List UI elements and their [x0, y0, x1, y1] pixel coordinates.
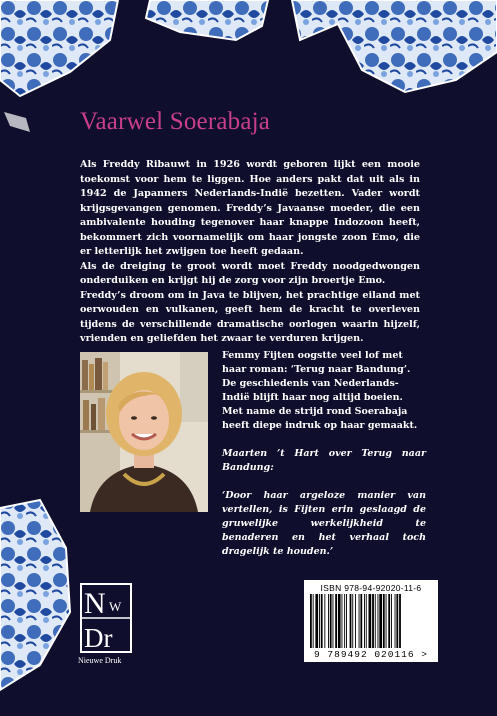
author-photo — [80, 352, 208, 512]
shard-sliver — [4, 112, 30, 132]
logo-letters-dr: Dr — [84, 623, 113, 653]
barcode-bar — [379, 594, 382, 648]
shard-bottom-left — [0, 500, 70, 690]
barcode-bar — [372, 594, 374, 648]
barcode-bar — [342, 594, 343, 648]
isbn-label: ISBN 978-94-92020-11-6 — [320, 583, 422, 593]
author-bio — [222, 349, 426, 559]
author-intro-text: oogstte veel lof met haar roman: ‘Terug naar Bandung’. — [222, 350, 411, 375]
book-blurb — [80, 158, 420, 347]
blurb-paragraph: Als Freddy Ribauwt in 1926 wordt geboren lijkt een mooie toekomst voor hem te liggen. Hoe anders pakt dat uit als in 1942 de Japanners Nederlands-Indië bezetten. Vader wordt krijgsgevangen genomen. Freddy’s Javaanse moeder, die een ambivalente houding tegenover haar knappe Indozoon heeft, bekommert zich voornamelijk om haar jongste zoon Emo, die er letterlijk het zwijgen toe heeft gedaan. — [80, 159, 420, 257]
author-intro — [222, 349, 426, 377]
barcode-bar — [359, 594, 360, 648]
barcode-bar — [396, 594, 398, 648]
barcode-bar — [352, 594, 353, 648]
barcode-bar — [344, 594, 345, 648]
barcode-bar — [388, 594, 390, 648]
shard-top-right — [292, 0, 497, 92]
barcode-bar — [333, 594, 334, 648]
barcode-bar — [399, 594, 401, 648]
barcode-bar — [378, 594, 379, 648]
barcode-bar — [328, 594, 329, 648]
barcode-bar — [366, 594, 367, 648]
barcode-bar — [319, 594, 320, 648]
barcode-bar — [310, 594, 312, 648]
barcode-bar — [315, 594, 318, 648]
barcode-bar — [383, 594, 385, 648]
barcode-bar — [364, 594, 365, 648]
barcode-bar — [391, 594, 392, 648]
barcode-bar — [324, 594, 325, 648]
shard-top-middle — [146, 0, 268, 40]
blurb-paragraph: Als de dreiging te groot wordt moet Freddy noodgedwongen onderduiken en krijgt hij de zorg voor zijn broertje Emo. — [80, 260, 420, 286]
barcode-bar — [335, 594, 337, 648]
barcode-bar — [330, 594, 332, 648]
logo-letter-n: N — [84, 587, 106, 620]
barcode-bar — [360, 594, 362, 648]
shard-top-left — [0, 0, 118, 96]
barcode-bars — [308, 594, 434, 650]
barcode-bar — [338, 594, 341, 648]
barcode-bar — [386, 594, 387, 648]
barcode-bar — [313, 594, 314, 648]
barcode-bar — [350, 594, 352, 648]
ean-number: 9 789492 020116 > — [314, 649, 428, 660]
quote-source: Maarten ’t Hart over Terug naar Bandung: — [222, 448, 426, 473]
author-background: De geschiedenis van Nederlands-Indië blijft haar nog altijd boeien. Met name de strijd rond Soerabaja heeft diepe indruk op haar gemaakt. — [222, 378, 418, 431]
publisher-name: Nieuwe Druk — [78, 656, 122, 665]
review-quote: ‘Door haar argeloze manier van vertellen, is Fijten erin geslaagd de gruwelijke werkelijkheid te benaderen en het verhaal toch dragelijk te houden.’ — [222, 490, 426, 557]
barcode-bar — [375, 594, 376, 648]
book-title: Vaarwel Soerabaja — [80, 108, 271, 135]
barcode-bar — [321, 594, 323, 648]
logo-letter-w: W — [109, 599, 122, 614]
publisher-logo — [80, 583, 132, 653]
author-name: Femmy Fijten — [222, 350, 295, 361]
barcode-bar — [346, 594, 347, 648]
barcode-bar — [395, 594, 396, 648]
isbn-barcode — [304, 580, 438, 662]
blurb-paragraph: Freddy’s droom om in Java te blijven, het prachtige eiland met oerwouden en vulkanen, geeft hem de kracht te overleven tijdens de verschillende dramatische oorlogen waarin hijzelf, vrienden en geliefden het zwaar te verduren krijgen. — [80, 289, 420, 344]
barcode-bar — [355, 594, 356, 648]
barcode-bar — [369, 594, 372, 648]
